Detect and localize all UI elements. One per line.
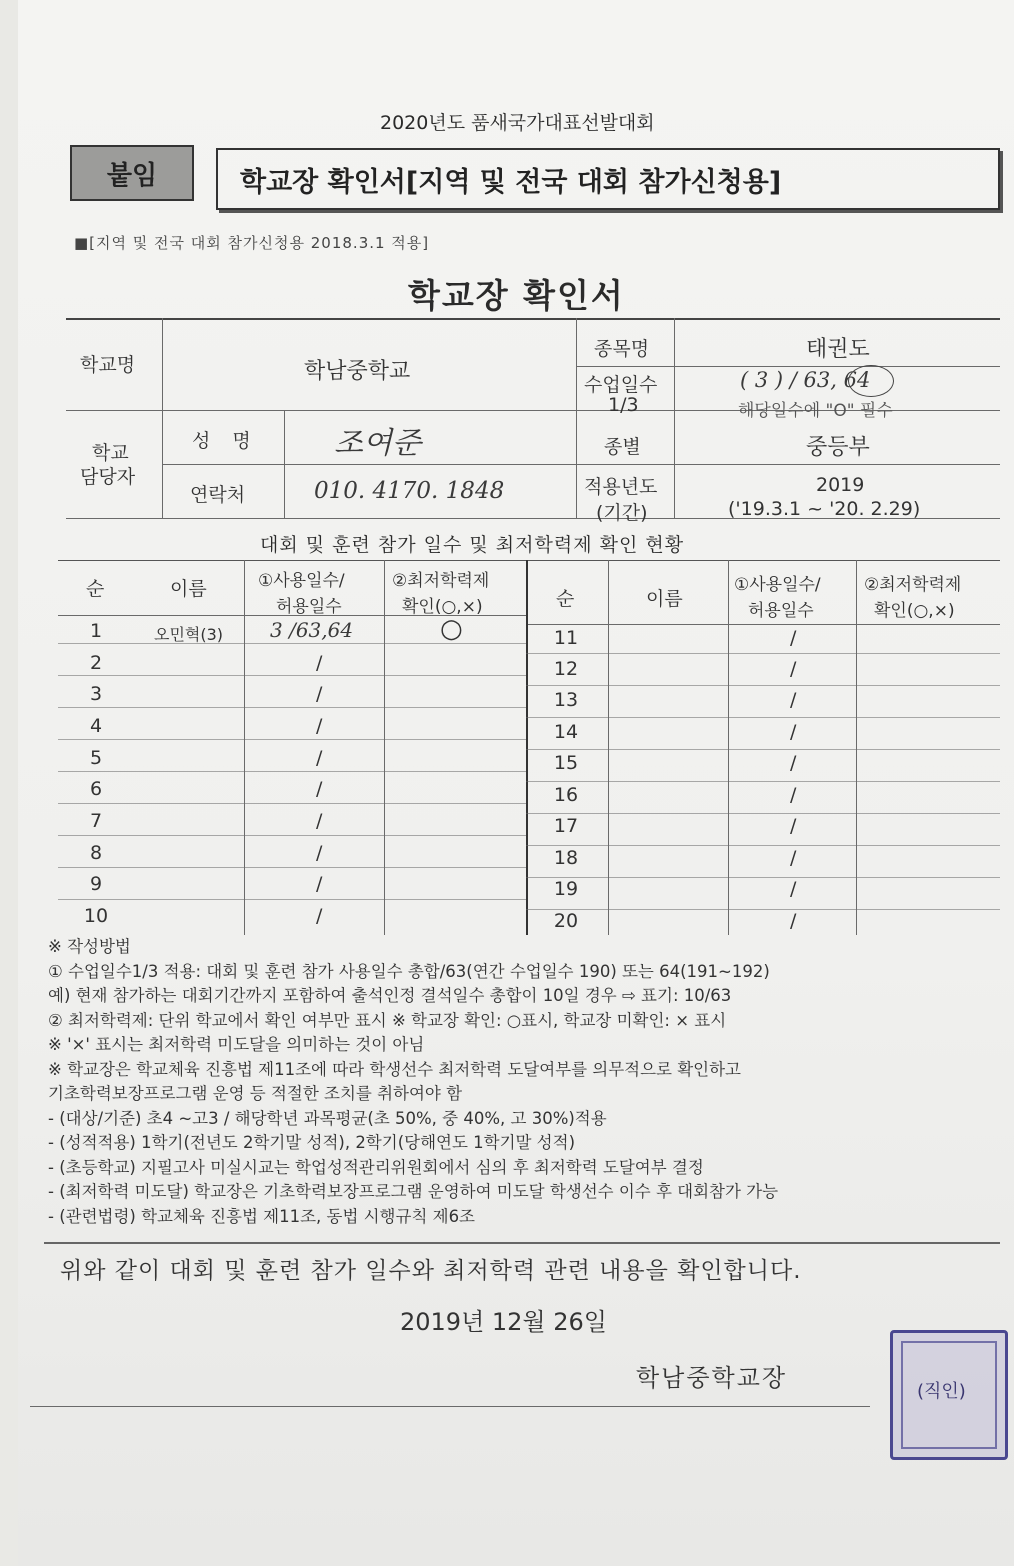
instruction-line: - (초등학교) 지필고사 미실시교는 학업성적관리위원회에서 심의 후 최저학력 도달여부 결정 [48, 1157, 704, 1177]
instructions-section [48, 935, 1008, 1229]
principal-title: 학남중학교장 [636, 1364, 788, 1392]
footer-rule [44, 1242, 1000, 1244]
left-col-check-1: ②최저학력제 [392, 571, 490, 591]
status-table-top-border [58, 560, 1000, 561]
school-value: 학남중학교 [304, 359, 411, 384]
form-title: 학교장 확인서 [408, 276, 625, 315]
school-label: 학교명 [80, 354, 136, 376]
left-row-days: 3 /63,64 [270, 618, 354, 642]
seal-text: (직인) [917, 1381, 966, 1402]
right-row-divider [526, 749, 1000, 750]
right-row-days: / [790, 910, 797, 932]
event-value: 태권도 [806, 337, 870, 362]
right-row-days: / [790, 878, 797, 900]
confirmation-statement: 위와 같이 대회 및 훈련 참가 일수와 최저학력 관련 내용을 확인합니다. [60, 1258, 802, 1284]
left-row-days: / [316, 715, 323, 737]
right-row-no: 16 [553, 784, 579, 806]
contact-label: 연락처 [190, 484, 246, 506]
division-value: 중등부 [806, 435, 870, 460]
right-col-days-2: 허용일수 [748, 601, 814, 621]
instruction-line: ① 수업일수1/3 적용: 대회 및 훈련 참가 사용일수 총합/63(연간 수업일수 190) 또는 64(191~192) [48, 961, 770, 981]
left-row-days: / [316, 747, 323, 769]
contact-value: 010. 4170. 1848 [314, 478, 505, 504]
right-row-divider [526, 781, 1000, 782]
right-row-days: / [790, 752, 797, 774]
right-row-no: 11 [553, 627, 579, 649]
right-row-no: 17 [553, 815, 579, 837]
left-row-no: 6 [89, 778, 103, 800]
name-label: 성 명 [192, 430, 259, 452]
left-col-name: 이름 [170, 578, 207, 600]
right-row-divider [526, 653, 1000, 654]
left-row-days: / [316, 683, 323, 705]
left-row-check: ○ [440, 614, 463, 644]
left-row-divider [58, 739, 526, 740]
left-row-days: / [316, 873, 323, 895]
left-row-divider [58, 867, 526, 868]
selected-days-circle [848, 365, 894, 397]
right-row-no: 19 [553, 878, 579, 900]
instruction-line: - (최저학력 미도달) 학교장은 기초학력보장프로그램 운영하여 미도달 학생선수 이수 후 대회참가 가능 [48, 1182, 779, 1201]
left-col-divider [244, 560, 245, 935]
year-value: 2019 [816, 474, 865, 496]
instruction-line: - (성적적용) 1학기(전년도 2학기말 성적), 2학기(당해연도 1학기말 성적) [48, 1133, 576, 1152]
right-col-check-2: 확인(○,×) [874, 601, 955, 621]
instruction-line: ※ 학교장은 학교체육 진흥법 제11조에 따라 학생선수 최저학력 도달여부를 의무적으로 확인하고 [48, 1059, 741, 1079]
info-col-divider [674, 318, 675, 518]
left-row-no: 1 [89, 620, 103, 642]
right-col-divider [856, 560, 857, 935]
event-title: 2020년도 품새국가대표선발대회 [380, 112, 655, 134]
right-row-divider [526, 813, 1000, 814]
instruction-line: ※ '×' 표시는 최저학력 미도달을 의미하는 것이 아님 [48, 1035, 425, 1054]
document-heading: 학교장 확인서[지역 및 전국 대회 참가신청용] [216, 148, 1000, 210]
info-table-top-border [66, 318, 1000, 320]
left-row-divider [58, 675, 526, 676]
info-row-divider [576, 366, 1000, 367]
left-row-divider [58, 803, 526, 804]
instruction-line: 기초학력보장프로그램 운영 등 적절한 조치를 취하여야 함 [48, 1084, 463, 1103]
staff-label-2: 담당자 [80, 466, 136, 488]
class-days-ratio: 1/3 [608, 394, 639, 416]
left-row-days: / [316, 905, 323, 927]
class-days-value: ( 3 ) / 63, 64 [740, 368, 871, 392]
left-row-divider [58, 771, 526, 772]
left-row-days: / [316, 652, 323, 674]
info-col-divider [576, 318, 577, 518]
left-row-days: / [316, 810, 323, 832]
status-section-title: 대회 및 훈련 참가 일수 및 최저학력제 확인 현황 [260, 534, 685, 556]
attachment-badge: 붙임 [70, 145, 194, 201]
staff-name-value: 조여준 [334, 426, 421, 461]
staff-label-1: 학교 [92, 442, 129, 464]
division-label: 종별 [604, 436, 641, 458]
left-row-no: 3 [89, 683, 103, 705]
year-period-value: ('19.3.1 ~ '20. 2.29) [728, 498, 921, 520]
instruction-line: ※ 작성방법 [48, 937, 131, 956]
year-period-label: (기간) [596, 502, 648, 524]
right-row-divider [526, 845, 1000, 846]
right-row-days: / [790, 721, 797, 743]
right-row-days: / [790, 658, 797, 680]
right-row-no: 18 [553, 847, 579, 869]
left-row-divider [58, 835, 526, 836]
left-col-days-1: ①사용일수/ [258, 571, 345, 591]
issue-date: 2019년 12월 26일 [400, 1308, 607, 1336]
right-col-no: 순 [556, 588, 575, 610]
right-col-name: 이름 [646, 588, 683, 610]
instruction-line: - (대상/기준) 초4 ~고3 / 해당학년 과목평균(초 50%, 중 40%, 고 30%)적용 [48, 1108, 607, 1128]
right-row-days: / [790, 847, 797, 869]
right-row-no: 13 [553, 689, 579, 711]
instruction-line: - (관련법령) 학교체육 진흥법 제11조, 동법 시행규칙 제6조 [48, 1206, 475, 1226]
right-row-no: 20 [553, 910, 579, 932]
right-row-divider [526, 909, 1000, 910]
right-header-bottom [526, 624, 1000, 625]
left-col-days-2: 허용일수 [276, 597, 342, 617]
left-row-no: 8 [89, 842, 103, 864]
info-col-divider [162, 318, 163, 518]
left-row-days: / [316, 778, 323, 800]
right-row-days: / [790, 627, 797, 649]
right-row-days: / [790, 815, 797, 837]
table-center-divider [526, 560, 528, 935]
right-row-divider [526, 717, 1000, 718]
instruction-line: ② 최저학력제: 단위 학교에서 확인 여부만 표시 ※ 학교장 확인: ○표시, 학교장 미확인: × 표시 [48, 1010, 727, 1030]
event-label: 종목명 [594, 338, 650, 360]
right-row-no: 14 [553, 721, 579, 743]
right-row-days: / [790, 784, 797, 806]
left-row-no: 9 [89, 873, 103, 895]
right-col-days-1: ①사용일수/ [734, 575, 821, 595]
right-col-divider [728, 560, 729, 935]
right-col-divider [608, 560, 609, 935]
form-note: ■[지역 및 전국 대회 참가신청용 2018.3.1 적용] [74, 234, 430, 252]
left-row-divider [58, 707, 526, 708]
left-col-check-2: 확인(○,×) [402, 597, 483, 617]
right-row-divider [526, 685, 1000, 686]
info-col-divider [284, 410, 285, 518]
bottom-rule [30, 1406, 870, 1407]
left-col-no: 순 [86, 578, 105, 600]
right-col-check-1: ②최저학력제 [864, 575, 962, 595]
left-row-no: 5 [89, 747, 103, 769]
right-row-no: 15 [553, 752, 579, 774]
left-row-divider [58, 899, 526, 900]
left-row-name: 오민혁(3) [154, 625, 224, 644]
left-col-divider [384, 560, 385, 935]
class-days-label: 수업일수 [584, 374, 658, 396]
left-row-no: 2 [89, 652, 103, 674]
info-row-divider [162, 464, 1000, 465]
class-days-note: 해당일수에 "O" 필수 [738, 401, 893, 421]
instruction-line: 예) 현재 참가하는 대회기간까지 포함하여 출석인정 결석일수 총합이 10일 경우 ⇨ 표기: 10/63 [48, 986, 732, 1005]
right-row-divider [526, 877, 1000, 878]
official-seal [890, 1330, 1008, 1460]
right-row-days: / [790, 689, 797, 711]
year-label: 적용년도 [584, 476, 658, 498]
left-row-days: / [316, 842, 323, 864]
left-row-no: 7 [89, 810, 103, 832]
right-row-no: 12 [553, 658, 579, 680]
left-row-no: 10 [83, 905, 109, 927]
left-row-no: 4 [89, 715, 103, 737]
